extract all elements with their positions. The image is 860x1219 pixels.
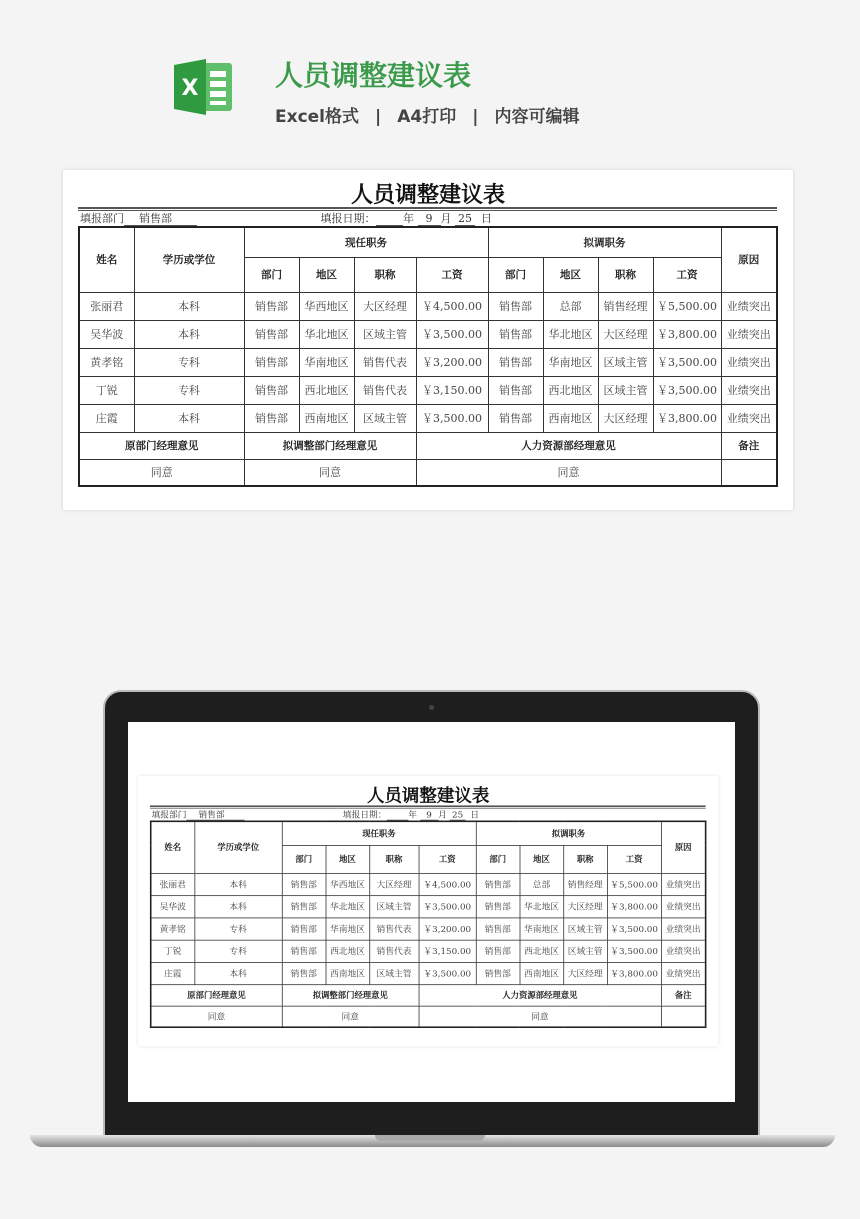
col-reason: 原因	[721, 227, 777, 292]
table-cell: 业绩突出	[721, 348, 777, 376]
table-cell: 华北地区	[326, 895, 370, 917]
sheet-preview	[63, 170, 793, 510]
footer-labels-row	[151, 984, 706, 1005]
table-cell: 专科	[194, 940, 281, 962]
camera-icon	[429, 705, 434, 710]
dept-value: 销售部	[186, 809, 244, 820]
table-cell: 区域主管	[563, 918, 607, 940]
table-cell: 西北地区	[520, 940, 564, 962]
table-cell: 西北地区	[543, 376, 598, 404]
table-cell: 华西地区	[299, 292, 354, 320]
laptop-notch	[375, 1135, 485, 1141]
adjustment-table	[78, 226, 778, 487]
table-cell: 丁锐	[79, 376, 134, 404]
sub-col-header: 地区	[299, 257, 354, 292]
table-cell: ￥3,500.00	[419, 895, 476, 917]
table-cell: 丁锐	[151, 940, 195, 962]
table-cell: 销售部	[244, 320, 299, 348]
table-cell: ￥3,500.00	[607, 940, 661, 962]
table-cell: 业绩突出	[661, 918, 706, 940]
page-title: 人员调整建议表	[275, 59, 472, 92]
table-cell: ￥4,500.00	[419, 873, 476, 895]
table-cell: 销售部	[282, 940, 326, 962]
adjustment-table	[150, 821, 707, 1028]
table-cell: 西南地区	[520, 962, 564, 984]
sub-col-header: 部门	[244, 257, 299, 292]
table-cell: 业绩突出	[721, 404, 777, 432]
table-row	[79, 348, 777, 376]
table-cell: ￥3,800.00	[653, 320, 721, 348]
footer-values-row	[79, 459, 777, 486]
footer-label: 原部门经理意见	[151, 984, 282, 1005]
month-label: 月	[438, 809, 447, 820]
feature-list	[275, 102, 579, 127]
table-cell: 华北地区	[299, 320, 354, 348]
table-cell: 西南地区	[299, 404, 354, 432]
col-edu: 学历或学位	[134, 227, 244, 292]
table-cell: 华南地区	[326, 918, 370, 940]
table-cell: ￥3,200.00	[419, 918, 476, 940]
footer-value[interactable]: 同意	[79, 459, 244, 486]
table-cell: 大区经理	[598, 404, 653, 432]
sheet-meta	[152, 808, 709, 821]
month-label: 月	[440, 212, 452, 225]
footer-labels-row	[79, 432, 777, 459]
table-cell: ￥3,150.00	[416, 376, 488, 404]
table-cell: 专科	[194, 918, 281, 940]
col-edu: 学历或学位	[194, 821, 281, 873]
separator: |	[375, 107, 382, 127]
table-cell: ￥3,500.00	[416, 320, 488, 348]
separator: |	[472, 107, 479, 127]
table-cell: 销售部	[282, 895, 326, 917]
table-cell: 销售部	[488, 292, 543, 320]
table-row	[79, 376, 777, 404]
table-cell: ￥3,500.00	[653, 348, 721, 376]
table-cell: 本科	[194, 962, 281, 984]
table-row	[151, 940, 706, 962]
year-label: 年	[403, 212, 414, 225]
table-cell: 华南地区	[299, 348, 354, 376]
table-cell: 大区经理	[563, 895, 607, 917]
table-cell: 销售部	[476, 873, 520, 895]
table-cell: 业绩突出	[661, 895, 706, 917]
table-cell: 区域主管	[598, 348, 653, 376]
table-cell: ￥3,800.00	[607, 895, 661, 917]
table-cell: 销售部	[476, 940, 520, 962]
table-cell: 销售部	[476, 962, 520, 984]
table-row	[151, 918, 706, 940]
table-cell: 区域主管	[369, 895, 418, 917]
day-value: 25	[450, 809, 466, 820]
table-cell: 本科	[194, 895, 281, 917]
footer-label: 人力资源部经理意见	[416, 432, 721, 459]
col-reason: 原因	[661, 821, 706, 873]
table-cell: 西南地区	[326, 962, 370, 984]
table-cell: 业绩突出	[721, 376, 777, 404]
month-value: 9	[418, 212, 441, 226]
year-label: 年	[408, 809, 418, 820]
table-cell: 销售部	[244, 292, 299, 320]
sheet-title: 人员调整建议表	[366, 785, 490, 807]
month-value: 9	[420, 809, 438, 820]
table-cell: 区域主管	[354, 404, 416, 432]
table-cell: 专科	[134, 376, 244, 404]
table-cell: 销售经理	[563, 873, 607, 895]
table-cell: 大区经理	[369, 873, 418, 895]
table-cell: 总部	[520, 873, 564, 895]
feature-format: Excel格式	[275, 107, 360, 127]
footer-value[interactable]: 同意	[416, 459, 721, 486]
group-proposed: 拟调职务	[488, 227, 721, 257]
table-cell: 销售经理	[598, 292, 653, 320]
table-cell: ￥3,800.00	[607, 962, 661, 984]
footer-value[interactable]	[721, 459, 777, 486]
footer-label: 拟调整部门经理意见	[244, 432, 416, 459]
group-proposed: 拟调职务	[476, 821, 661, 845]
footer-value[interactable]: 同意	[151, 1006, 282, 1027]
table-cell: 吴华波	[79, 320, 134, 348]
table-cell: ￥3,200.00	[416, 348, 488, 376]
table-cell: ￥4,500.00	[416, 292, 488, 320]
table-cell: ￥5,500.00	[653, 292, 721, 320]
footer-value[interactable]: 同意	[419, 1006, 661, 1027]
sub-col-header: 部门	[476, 845, 520, 873]
sub-col-header: 地区	[543, 257, 598, 292]
table-cell: 业绩突出	[661, 873, 706, 895]
table-row	[79, 292, 777, 320]
table-cell: 区域主管	[598, 376, 653, 404]
day-label: 日	[470, 809, 480, 820]
sheet-preview-laptop	[138, 776, 718, 1046]
table-cell: ￥3,500.00	[607, 918, 661, 940]
col-name: 姓名	[79, 227, 134, 292]
table-cell: 销售部	[488, 320, 543, 348]
table-cell: 本科	[134, 292, 244, 320]
table-cell: 黄孝铭	[79, 348, 134, 376]
group-current: 现任职务	[244, 227, 488, 257]
table-cell: 销售部	[488, 376, 543, 404]
table-cell: 华西地区	[326, 873, 370, 895]
table-cell: 销售代表	[369, 918, 418, 940]
footer-value[interactable]: 同意	[244, 459, 416, 486]
table-cell: 西北地区	[326, 940, 370, 962]
group-current: 现任职务	[282, 821, 476, 845]
footer-value[interactable]: 同意	[282, 1006, 419, 1027]
table-cell: 庄霞	[151, 962, 195, 984]
table-cell: ￥5,500.00	[607, 873, 661, 895]
table-cell: 庄霞	[79, 404, 134, 432]
sub-col-header: 工资	[607, 845, 661, 873]
table-cell: 大区经理	[354, 292, 416, 320]
feature-editable: 内容可编辑	[494, 107, 580, 127]
footer-label: 拟调整部门经理意见	[282, 984, 419, 1005]
dept-label: 填报部门	[151, 809, 187, 820]
table-cell: ￥3,150.00	[419, 940, 476, 962]
table-cell: 本科	[134, 404, 244, 432]
table-cell: 吴华波	[151, 895, 195, 917]
footer-value[interactable]	[661, 1006, 706, 1027]
sub-col-header: 工资	[653, 257, 721, 292]
sub-col-header: 职称	[563, 845, 607, 873]
table-cell: 销售部	[488, 404, 543, 432]
table-cell: 张丽君	[151, 873, 195, 895]
date-label: 填报日期：	[320, 212, 376, 225]
table-cell: 华南地区	[520, 918, 564, 940]
table-cell: ￥3,500.00	[419, 962, 476, 984]
table-cell: 华南地区	[543, 348, 598, 376]
table-cell: ￥3,500.00	[416, 404, 488, 432]
sub-col-header: 工资	[416, 257, 488, 292]
table-cell: 张丽君	[79, 292, 134, 320]
table-cell: 业绩突出	[661, 962, 706, 984]
sub-col-header: 地区	[326, 845, 370, 873]
svg-text:X: X	[181, 76, 199, 101]
feature-print: A4打印	[397, 107, 457, 127]
table-cell: 本科	[194, 873, 281, 895]
table-row	[151, 895, 706, 917]
table-cell: 销售代表	[354, 348, 416, 376]
table-cell: 销售部	[476, 918, 520, 940]
table-cell: 大区经理	[598, 320, 653, 348]
sub-col-header: 职称	[598, 257, 653, 292]
sheet-title: 人员调整建议表	[350, 182, 505, 208]
table-cell: 总部	[543, 292, 598, 320]
table-row	[151, 962, 706, 984]
table-row	[79, 320, 777, 348]
table-cell: 销售部	[282, 962, 326, 984]
footer-label: 人力资源部经理意见	[419, 984, 661, 1005]
dept-value: 销售部	[124, 212, 197, 226]
table-cell: 西北地区	[299, 376, 354, 404]
table-cell: ￥3,800.00	[653, 404, 721, 432]
sheet-meta	[80, 210, 780, 226]
sub-col-header: 部门	[282, 845, 326, 873]
sub-col-header: 职称	[354, 257, 416, 292]
table-row	[79, 404, 777, 432]
footer-values-row	[151, 1006, 706, 1027]
table-cell: 区域主管	[563, 940, 607, 962]
footer-label: 备注	[661, 984, 706, 1005]
sub-col-header: 职称	[369, 845, 418, 873]
table-cell: 华北地区	[520, 895, 564, 917]
table-cell: 销售代表	[354, 376, 416, 404]
excel-logo-icon	[172, 57, 234, 117]
table-cell: 黄孝铭	[151, 918, 195, 940]
table-cell: 大区经理	[563, 962, 607, 984]
table-cell: ￥3,500.00	[653, 376, 721, 404]
table-cell: 华北地区	[543, 320, 598, 348]
table-cell: 销售部	[488, 348, 543, 376]
dept-label: 填报部门	[80, 212, 124, 225]
table-cell: 销售部	[244, 376, 299, 404]
table-row	[151, 873, 706, 895]
day-value: 25	[455, 212, 475, 226]
table-cell: 销售部	[244, 404, 299, 432]
footer-label: 备注	[721, 432, 777, 459]
footer-label: 原部门经理意见	[79, 432, 244, 459]
table-cell: 西南地区	[543, 404, 598, 432]
table-cell: 本科	[134, 320, 244, 348]
date-label: 填报日期：	[342, 809, 387, 820]
col-name: 姓名	[151, 821, 195, 873]
table-cell: 销售部	[476, 895, 520, 917]
table-cell: 专科	[134, 348, 244, 376]
table-cell: 销售代表	[369, 940, 418, 962]
table-cell: 业绩突出	[721, 320, 777, 348]
table-cell: 区域主管	[369, 962, 418, 984]
day-label: 日	[481, 212, 492, 225]
table-cell: 销售部	[244, 348, 299, 376]
sub-col-header: 部门	[488, 257, 543, 292]
table-cell: 业绩突出	[721, 292, 777, 320]
table-cell: 销售部	[282, 873, 326, 895]
table-cell: 区域主管	[354, 320, 416, 348]
sub-col-header: 地区	[520, 845, 564, 873]
sub-col-header: 工资	[419, 845, 476, 873]
table-cell: 销售部	[282, 918, 326, 940]
table-cell: 业绩突出	[661, 940, 706, 962]
